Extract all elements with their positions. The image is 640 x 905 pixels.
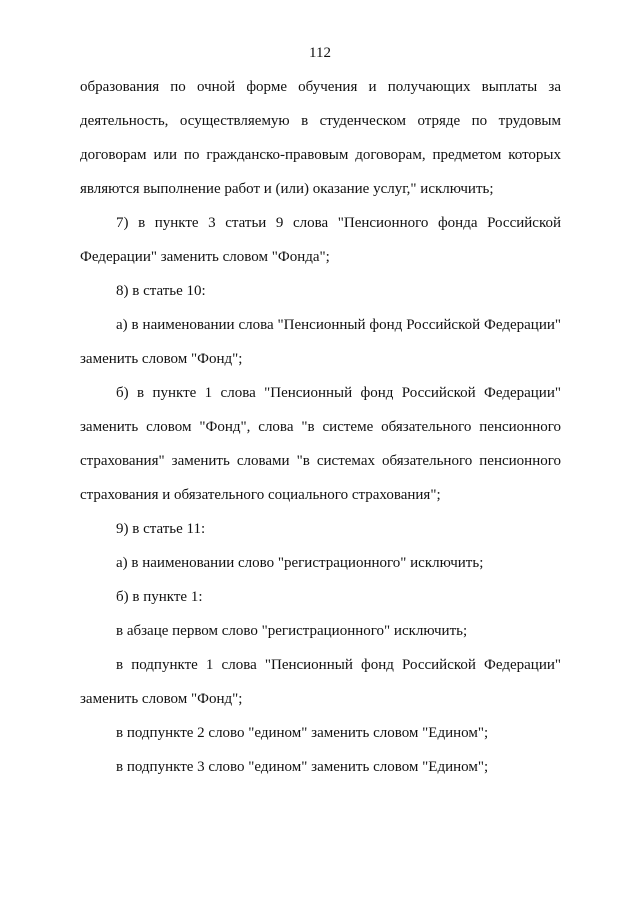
page-number: 112 (309, 45, 331, 61)
paragraph-9b-subitem-2: в подпункте 2 слово "едином" заменить словом "Едином"; (116, 725, 489, 741)
document-body (80, 70, 561, 784)
paragraph-item-8: 8) в статье 10: (116, 283, 206, 299)
paragraph-9b-subitem-3: в подпункте 3 слово "едином" заменить словом "Едином"; (116, 759, 489, 775)
paragraph-9b-subitem-1: в подпункте 1 слова "Пенсионный фонд Российской Федерации" заменить словом "Фонд"; (80, 657, 561, 707)
paragraph-item-9a: а) в наименовании слово "регистрационного" исключить; (116, 555, 484, 571)
paragraph-item-9: 9) в статье 11: (116, 521, 206, 537)
paragraph-item-8a: а) в наименовании слова "Пенсионный фонд Российской Федерации" заменить словом "Фонд"; (80, 317, 561, 367)
paragraph-item-8b: б) в пункте 1 слова "Пенсионный фонд Российской Федерации" заменить словом "Фонд", слова "в системе обязательного пенсионного страхования" заменить словами "в системах обязательного пенсионного страхования и обязательного социального страхования"; (80, 385, 561, 503)
paragraph-item-9b: б) в пункте 1: (116, 589, 203, 605)
paragraph-continuation: образования по очной форме обучения и получающих выплаты за деятельность, осуществляемую в студенческом отряде по трудовым договорам или по гражданско-правовым договорам, предметом которых являются выполнение работ и (или) оказание услуг," исключить; (80, 79, 561, 197)
paragraph-9b-abzats-1: в абзаце первом слово "регистрационного" исключить; (116, 623, 468, 639)
paragraph-item-7: 7) в пункте 3 статьи 9 слова "Пенсионного фонда Российской Федерации" заменить словом "Фонда"; (80, 215, 561, 265)
